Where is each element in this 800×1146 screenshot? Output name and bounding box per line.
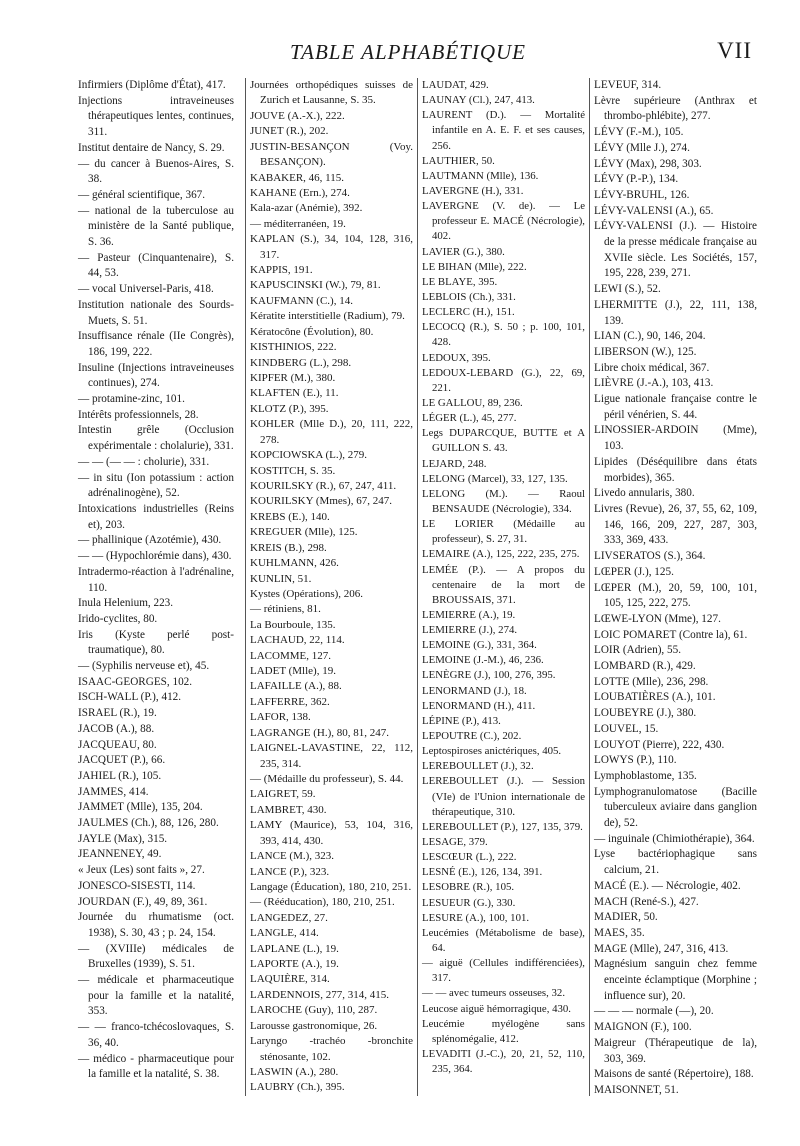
- index-entry: Infirmiers (Diplôme d'État), 417.: [78, 79, 226, 91]
- index-entry: LOWYS (P.), 110.: [594, 754, 677, 767]
- index-entry: KREGUER (Mlle), 125.: [250, 526, 358, 539]
- index-entry: LEREBOULLET (P.), 127, 135, 379.: [422, 820, 583, 833]
- index-entry: LADET (Mlle), 19.: [250, 665, 336, 678]
- index-entry: Livedo annularis, 380.: [594, 487, 695, 500]
- index-entry: JOURDAN (F.), 49, 89, 361.: [78, 895, 208, 908]
- index-entry: LELONG (Marcel), 33, 127, 135.: [422, 472, 568, 485]
- index-entry: LEDOUX-LEBARD (G.), 22, 69, 221.: [422, 366, 585, 394]
- index-entry: KOHLER (Mlle D.), 20, 111, 222, 278.: [250, 418, 413, 446]
- index-entry: LŒPER (J.), 125.: [594, 565, 674, 578]
- index-entry: LESOBRE (R.), 105.: [422, 881, 515, 894]
- index-entry: Leucémies (Métabolisme de base), 64.: [422, 926, 585, 955]
- index-column-4: [589, 78, 757, 1096]
- index-entry: Journée du rhumatisme (oct. 1938), S. 30, 43 ; p. 24, 154.: [78, 911, 234, 939]
- index-entry: LÉGER (L.), 45, 277.: [422, 412, 517, 425]
- index-entry: LEREBOULLET (J.). — Session (VIe) de l'Union internationale de thérapeutique, 310.: [422, 775, 585, 818]
- index-entry: — rétiniens, 81.: [250, 603, 321, 616]
- index-entry: LÉVY-VALENSI (J.). — Histoire de la presse médicale française au XVIIe siècle. Les Sociétés, 157, 195, 228, 239, 271.: [594, 220, 757, 280]
- index-entry: KAPLAN (S.), 34, 104, 128, 316, 317.: [250, 233, 413, 261]
- index-entry: LÉVY (Mlle J.), 274.: [594, 141, 690, 154]
- index-entry: KIPFER (M.), 380.: [250, 372, 336, 385]
- index-entry: Insuline (Injections intraveineuses continues), 274.: [78, 361, 234, 390]
- index-entry: Leptospiroses anictériques, 405.: [422, 745, 562, 758]
- index-entry: Lyse bactériophagique sans calcium, 21.: [594, 848, 757, 877]
- index-entry: LŒWE-LYON (Mme), 127.: [594, 612, 721, 625]
- index-entry: KUHLMANN, 426.: [250, 557, 339, 570]
- index-entry: KOPCIOWSKA (L.), 279.: [250, 449, 368, 462]
- index-entry: Kystes (Opérations), 206.: [250, 587, 364, 600]
- index-entry: LAVIER (G.), 380.: [422, 245, 505, 258]
- index-entry: LAUBRY (Ch.), 395.: [250, 1081, 345, 1094]
- index-entry: LASWIN (A.), 280.: [250, 1066, 339, 1078]
- index-entry: Intradermo-réaction à l'adrénaline, 110.: [78, 565, 234, 594]
- index-entry: LEVEUF, 314.: [594, 79, 662, 91]
- index-entry: LÉVY (Max), 298, 303.: [594, 157, 702, 170]
- index-entry: Iris (Kyste perlé post-traumatique), 80.: [78, 628, 234, 657]
- index-entry: Magnésium sanguin chez femme enceinte éclamptique (Morphine ; influence sur), 20.: [594, 958, 757, 1002]
- index-entry: — général scientifique, 367.: [78, 188, 206, 201]
- index-entry: LAUTMANN (Mlle), 136.: [422, 169, 539, 182]
- index-entry: — aiguë (Cellules indifférenciées), 317.: [422, 957, 585, 985]
- index-entry: LANGLE, 414.: [250, 927, 319, 940]
- index-entry: ISRAEL (R.), 19.: [78, 707, 157, 720]
- index-entry: Langage (Éducation), 180, 210, 251.: [250, 880, 412, 893]
- index-entry: Institution nationale des Sourds-Muets, S. 51.: [78, 298, 234, 327]
- index-entry: — (Médaille du professeur), S. 44.: [250, 772, 404, 785]
- index-entry: Irido-cyclites, 80.: [78, 612, 158, 625]
- index-entry: Maisons de santé (Répertoire), 188.: [594, 1068, 754, 1081]
- index-entry: LIVSERATOS (S.), 364.: [594, 550, 706, 563]
- index-entry: LE LORIER (Médaille au professeur), S. 27, 31.: [422, 518, 585, 546]
- index-entry: LIÈVRE (J.-A.), 103, 413.: [594, 377, 714, 390]
- index-entry: LANCE (M.), 323.: [250, 850, 335, 863]
- index-entry: — — (Hypochlorémie dans), 430.: [78, 550, 232, 563]
- index-entry: LENORMAND (H.), 411.: [422, 699, 536, 712]
- index-entry: KREBS (E.), 140.: [250, 510, 330, 523]
- index-entry: LEMIERRE (J.), 274.: [422, 624, 518, 637]
- index-entry: — (Rééducation), 180, 210, 251.: [250, 896, 395, 909]
- index-entry: Livres (Revue), 26, 37, 55, 62, 109, 146, 166, 209, 227, 287, 303, 333, 369, 433.: [594, 502, 757, 547]
- index-entry: JAMMET (Mlle), 135, 204.: [78, 801, 203, 814]
- index-entry: Legs DUPARCQUE, BUTTE et A GUILLON S. 43.: [422, 427, 585, 455]
- index-entry: Insuffisance rénale (IIe Congrès), 186, 199, 222.: [78, 330, 234, 358]
- index-entry: JUNET (R.), 202.: [250, 125, 329, 138]
- index-entry: Lipides (Déséquilibre dans états morbides), 365.: [594, 455, 757, 484]
- index-entry: LAPLANE (L.), 19.: [250, 942, 339, 955]
- index-entry: LENÈGRE (J.), 100, 276, 395.: [422, 669, 556, 682]
- index-entry: JONESCO-SISESTI, 114.: [78, 879, 196, 892]
- index-entry: LAPORTE (A.), 19.: [250, 958, 339, 971]
- index-entry: LANGEDEZ, 27.: [250, 911, 328, 924]
- index-entry: Lymphoblastome, 135.: [594, 769, 697, 782]
- index-entry: LEVADITI (J.-C.), 20, 21, 52, 110, 235, 364.: [422, 1048, 585, 1076]
- index-entry: LOUBATIÈRES (A.), 101.: [594, 691, 716, 704]
- index-entry: ISCH-WALL (P.), 412.: [78, 691, 182, 704]
- index-entry: Ligue nationale française contre le péril vénérien, S. 44.: [594, 393, 757, 421]
- index-entry: — — franco-tchécoslovaques, S. 36, 40.: [78, 1021, 234, 1049]
- index-entry: KOURILSKY (Mmes), 67, 247.: [250, 495, 392, 508]
- index-entry: JACQUET (P.), 66.: [78, 754, 166, 767]
- index-entry: LE BLAYE, 395.: [422, 275, 498, 288]
- index-entry: JAULMES (Ch.), 88, 126, 280.: [78, 817, 219, 830]
- index-entry: KLOTZ (P.), 395.: [250, 402, 329, 415]
- index-entry: LAFAILLE (A.), 88.: [250, 680, 342, 693]
- index-entry: LESNÉ (E.), 126, 134, 391.: [422, 866, 543, 879]
- index-column-2: [245, 78, 413, 1096]
- index-entry: LENORMAND (J.), 18.: [422, 684, 527, 697]
- index-entry: LESURE (A.), 100, 101.: [422, 911, 530, 924]
- index-entry: JAYLE (Max), 315.: [78, 832, 168, 845]
- index-entry: LAMY (Maurice), 53, 104, 316, 393, 414, 430.: [250, 819, 413, 847]
- index-entry: LOMBARD (R.), 429.: [594, 660, 696, 673]
- index-entry: LESCŒUR (L.), 222.: [422, 851, 517, 864]
- index-entry: — phallinique (Azotémie), 430.: [78, 534, 222, 547]
- index-entry: — protamine-zinc, 101.: [78, 393, 185, 406]
- index-entry: LEPOUTRE (C.), 202.: [422, 730, 522, 743]
- index-entry: LAURENT (D.). — Mortalité infantile en A. E. F. et ses causes, 256.: [422, 109, 585, 152]
- index-entry: LAGRANGE (H.), 80, 81, 247.: [250, 726, 390, 739]
- index-entry: Larousse gastronomique, 26.: [250, 1019, 378, 1032]
- index-entry: MACÉ (E.). — Nécrologie, 402.: [594, 879, 741, 892]
- index-entry: MADIER, 50.: [594, 911, 658, 924]
- index-entry: LEREBOULLET (J.), 32.: [422, 760, 534, 773]
- index-entry: Maigreur (Thérapeutique de la), 303, 369.: [594, 1036, 757, 1065]
- index-entry: LEBLOIS (Ch.), 331.: [422, 290, 516, 303]
- index-entry: LÉVY-VALENSI (A.), 65.: [594, 204, 714, 217]
- index-entry: LŒPER (M.), 20, 59, 100, 101, 105, 125, 222, 275.: [594, 581, 757, 610]
- index-entry: LAFOR, 138.: [250, 711, 311, 724]
- index-entry: — méditerranéen, 19.: [250, 217, 346, 230]
- index-entry: — — avec tumeurs osseuses, 32.: [422, 987, 566, 1000]
- index-entry: LEMIERRE (A.), 19.: [422, 608, 516, 621]
- index-entry: — Pasteur (Cinquantenaire), S. 44, 53.: [78, 251, 234, 280]
- index-entry: LEDOUX, 395.: [422, 351, 491, 364]
- index-entry: LAQUIÈRE, 314.: [250, 973, 330, 986]
- index-entry: Intérêts professionnels, 28.: [78, 408, 199, 421]
- index-entry: LEMOINE (J.-M.), 46, 236.: [422, 654, 544, 667]
- index-entry: LEJARD, 248.: [422, 457, 487, 470]
- index-entry: KAHANE (Ern.), 274.: [250, 186, 350, 199]
- index-entry: Injections intraveineuses thérapeutiques lentes, continues, 311.: [78, 94, 234, 139]
- index-entry: Kératocône (Évolution), 80.: [250, 325, 374, 338]
- index-entry: LAUNAY (Cl.), 247, 413.: [422, 94, 535, 107]
- index-entry: Libre choix médical, 367.: [594, 361, 710, 374]
- index-entry: JEANNENEY, 49.: [78, 848, 162, 861]
- index-entry: LIBERSON (W.), 125.: [594, 345, 697, 358]
- index-entry: LAMBRET, 430.: [250, 803, 327, 816]
- index-entry: Institut dentaire de Nancy, S. 29.: [78, 141, 225, 154]
- index-entry: LOUVEL, 15.: [594, 722, 659, 735]
- index-column-1: [78, 78, 234, 1083]
- index-entry: LOIR (Adrien), 55.: [594, 644, 681, 657]
- index-entry: LEMAIRE (A.), 125, 222, 235, 275.: [422, 548, 580, 561]
- index-entry: LAROCHE (Guy), 110, 287.: [250, 1004, 378, 1017]
- index-entry: LACOMME, 127.: [250, 649, 331, 662]
- index-entry: « Jeux (Les) sont faits », 27.: [78, 864, 205, 877]
- index-entry: LELONG (M.). — Raoul BENSAUDE (Nécrologie), 334.: [422, 487, 585, 515]
- index-entry: LESUEUR (G.), 330.: [422, 896, 516, 909]
- index-entry: LE GALLOU, 89, 236.: [422, 396, 523, 409]
- index-entry: — national de la tuberculose au ministère de la Santé publique, S. 36.: [78, 204, 234, 249]
- index-entry: Kératite interstitielle (Radium), 79.: [250, 310, 405, 323]
- index-entry: JAMMES, 414.: [78, 785, 149, 798]
- page-number: VII: [717, 38, 752, 63]
- index-entry: JAHIEL (R.), 105.: [78, 769, 162, 782]
- index-column-3: [417, 78, 585, 1096]
- index-entry: LESAGE, 379.: [422, 836, 488, 849]
- index-entry: KISTHINIOS, 222.: [250, 341, 337, 354]
- index-entry: LHERMITTE (J.), 22, 111, 138, 139.: [594, 298, 757, 327]
- index-entry: LEMOINE (G.), 331, 364.: [422, 639, 537, 652]
- index-entry: KOSTITCH, S. 35.: [250, 464, 336, 477]
- index-entry: KABAKER, 46, 115.: [250, 171, 345, 184]
- index-entry: KAPUSCINSKI (W.), 79, 81.: [250, 279, 381, 292]
- running-title: TABLE ALPHABÉTIQUE: [290, 40, 526, 64]
- index-entry: LANCE (P.), 323.: [250, 865, 330, 878]
- index-entry: JACQUEAU, 80.: [78, 738, 157, 751]
- index-entry: — (Syphilis nerveuse et), 45.: [78, 660, 210, 673]
- index-entry: — médico - pharmaceutique pour la famille et la natalité, S. 38.: [78, 1052, 234, 1081]
- index-entry: LOUYOT (Pierre), 222, 430.: [594, 738, 725, 751]
- index-entry: LAUTHIER, 50.: [422, 154, 495, 167]
- index-entry: LÉVY (F.-M.), 105.: [594, 126, 684, 139]
- index-entry: JOUVE (A.-X.), 222.: [250, 109, 345, 122]
- index-entry: — — — normale (—), 20.: [594, 1005, 714, 1018]
- index-entry: — médicale et pharmaceutique pour la famille et la natalité, 353.: [78, 974, 234, 1018]
- index-entry: — in situ (Ion potassium : action adrénalinogène), 52.: [78, 471, 234, 500]
- index-entry: MACH (René-S.), 427.: [594, 895, 699, 908]
- index-entry: LARDENNOIS, 277, 314, 415.: [250, 988, 390, 1001]
- index-entry: LACHAUD, 22, 114.: [250, 634, 345, 647]
- index-entry: LAIGRET, 59.: [250, 788, 316, 801]
- index-entry: LÉVY (P.-P.), 134.: [594, 173, 679, 186]
- index-entry: JUSTIN-BESANÇON (Voy. BESANÇON).: [250, 140, 413, 169]
- index-entry: MAIGNON (F.), 100.: [594, 1021, 692, 1034]
- index-entry: KAUFMANN (C.), 14.: [250, 294, 353, 307]
- index-entry: Leucémie myélogène sans splénomégalie, 412.: [422, 1017, 585, 1045]
- index-entry: Lèvre supérieure (Anthrax et thrombo-phlébite), 277.: [594, 94, 757, 123]
- index-entry: JACOB (A.), 88.: [78, 722, 155, 735]
- index-entry: LECLERC (H.), 151.: [422, 306, 515, 319]
- index-entry: — — (— — : cholurie), 331.: [78, 455, 210, 468]
- index-entry: Laryngo -trachéo -bronchite sténosante, 102.: [250, 1035, 413, 1063]
- index-entry: — du cancer à Buenos-Aires, S. 38.: [78, 157, 234, 186]
- index-entry: LE BIHAN (Mlle), 222.: [422, 260, 527, 273]
- index-entry: KUNLIN, 51.: [250, 572, 312, 585]
- index-entry: LAIGNEL-LAVASTINE, 22, 112, 235, 314.: [250, 742, 413, 770]
- index-entry: Journées orthopédiques suisses de Zurich et Lausanne, S. 35.: [250, 79, 413, 107]
- index-entry: Lymphogranulomatose (Bacille tuberculeux aviaire dans ganglion de), 52.: [594, 785, 757, 830]
- index-entry: LIAN (C.), 90, 146, 204.: [594, 330, 706, 343]
- index-entry: LAVERGNE (H.), 331.: [422, 184, 524, 197]
- index-entry: MAES, 35.: [594, 926, 645, 939]
- index-entry: LÉVY-BRUHL, 126.: [594, 188, 690, 201]
- index-entry: LOUBEYRE (J.), 380.: [594, 707, 697, 720]
- index-entry: Leucose aiguë hémorragique, 430.: [422, 1002, 572, 1015]
- index-entry: KLAFTEN (E.), 11.: [250, 387, 339, 400]
- index-entry: LECOCQ (R.), S. 50 ; p. 100, 101, 428.: [422, 321, 585, 349]
- index-entry: KREIS (B.), 298.: [250, 541, 327, 554]
- index-entry: KAPPIS, 191.: [250, 264, 313, 277]
- index-entry: LEMÉE (P.). — A propos du centenaire de la mort de BROUSSAIS, 371.: [422, 563, 585, 606]
- index-entry: ISAAC-GEORGES, 102.: [78, 675, 193, 688]
- index-entry: MAGE (Mlle), 247, 316, 413.: [594, 942, 729, 955]
- index-entry: LAUDAT, 429.: [422, 79, 489, 91]
- index-entry: LAFFERRE, 362.: [250, 695, 330, 708]
- index-entry: — (XVIIIe) médicales de Bruxelles (1939), S. 51.: [78, 942, 234, 971]
- index-entry: KINDBERG (L.), 298.: [250, 356, 352, 369]
- index-entry: KOURILSKY (R.), 67, 247, 411.: [250, 479, 397, 492]
- index-entry: MAISONNET, 51.: [594, 1084, 679, 1096]
- page-header: [78, 38, 752, 68]
- index-entry: Kala-azar (Anémie), 392.: [250, 202, 363, 215]
- index-entry: LINOSSIER-ARDOIN (Mme), 103.: [594, 424, 757, 453]
- index-entry: — inguinale (Chimiothérapie), 364.: [594, 832, 755, 845]
- index-entry: Inula Helenium, 223.: [78, 597, 174, 610]
- index-entry: Intoxications industrielles (Reins et), 203.: [78, 502, 234, 531]
- index-entry: La Bourboule, 135.: [250, 618, 336, 631]
- index-entry: LEWI (S.), 52.: [594, 283, 661, 296]
- index-entry: LAVERGNE (V. de). — Le professeur E. MACÉ (Nécrologie), 402.: [422, 200, 585, 243]
- index-entry: LOIC POMARET (Contre la), 61.: [594, 628, 748, 641]
- index-entry: Intestin grêle (Occlusion expérimentale : cholalurie), 331.: [78, 424, 234, 453]
- index-entry: LÉPINE (P.), 413.: [422, 714, 501, 727]
- index-entry: — vocal Universel-Paris, 418.: [78, 283, 214, 296]
- index-entry: LOTTE (Mlle), 236, 298.: [594, 675, 709, 688]
